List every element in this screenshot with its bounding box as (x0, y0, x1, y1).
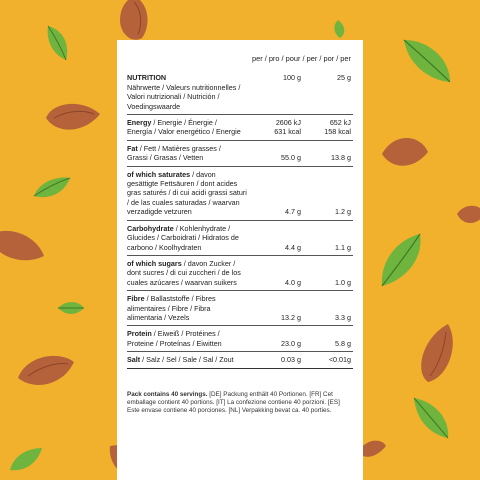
nutrient-row-saturates (127, 167, 353, 221)
nutrition-header-row (127, 73, 353, 115)
leaf-icon (32, 174, 72, 200)
nutrition-header-label (127, 73, 251, 111)
value-portion: 1.1 g (335, 242, 351, 252)
nutrient-label: of which sugars / davon Zucker / dont sucres / di cui zuccheri / de los cuales azúcares / waarvan suikers (127, 258, 241, 287)
value-portion: 5.8 g (335, 338, 351, 348)
leaf-icon (8, 446, 44, 472)
servings-note-bold: Pack contains 40 servings. (127, 390, 208, 398)
almond-icon (112, 0, 156, 42)
nutrient-label: of which saturates / davon gesättigte Fettsäuren / dont acides gras saturés / di cui acidi grassi saturi / de las cuales saturadas / waarvan verzadigde vetzuren (127, 169, 247, 217)
nutrient-row-protein (127, 326, 353, 352)
nutrient-label: Fibre / Ballaststoffe / Fibres alimentaires / Fibre / Fibra alimentaria / Vezels (127, 294, 216, 322)
servings-note-text: [DE] Packung enthält 40 Portionen. [FR] Cet emballage contient 40 portions. [IT] La confezione contiene 40 porzioni. [ES] Este envase contiene 40 porciones. [NL] Verpakking bevat ca. 40 porties. (127, 390, 340, 415)
servings-note (127, 391, 353, 416)
nutrition-title: NUTRITION (127, 73, 167, 83)
leaf-icon (44, 24, 72, 62)
nutrition-label-card (117, 40, 363, 480)
per-text: per / pro / pour / per / por / per (251, 54, 351, 63)
nutrient-label: Protein / Eiweiß / Protéines / Proteine / Proteínas / Eiwitten (127, 329, 222, 348)
value-100g: 13.2 g (281, 312, 301, 322)
nutrition-subtitle: Nährwerte / Valeurs nutritionnelles / Valori nutrizionali / Nutrición / Voedingswaarde (127, 82, 241, 111)
value-100g: 4.0 g (285, 277, 301, 287)
leaf-icon (412, 396, 452, 440)
nutrient-row-carbohydrate (127, 221, 353, 256)
value-portion: 3.3 g (335, 312, 351, 322)
per-header (127, 54, 353, 63)
leaf-icon (376, 232, 424, 288)
value-portion: 1.0 g (335, 277, 351, 287)
nutrient-row-salt (127, 352, 353, 368)
almond-icon (380, 130, 430, 172)
value-100g: 0.03 g (281, 355, 301, 365)
almond-icon (0, 222, 46, 268)
nutrient-label: Fat / Fett / Matières grasses / Grassi / Grasas / Vetten (127, 143, 221, 163)
nutrient-row-fibre (127, 291, 353, 326)
nutrient-row-energy (127, 115, 353, 141)
value-100g: 4.7 g (285, 207, 301, 217)
value-100g: 4.4 g (285, 242, 301, 252)
leaf-icon (330, 18, 348, 40)
value-portion: 652 kJ 158 kcal (324, 118, 351, 137)
column-portion: 25 g (337, 73, 351, 83)
nutrient-label: Energy / Energie / Énergie / Energía / Valor energético / Energie (127, 118, 241, 137)
nutrient-label: Salt / Salz / Sel / Sale / Sal / Zout (127, 355, 234, 365)
almond-icon (42, 96, 104, 138)
almond-icon (408, 322, 458, 384)
value-portion: 1.2 g (335, 207, 351, 217)
value-portion: 13.8 g (331, 153, 351, 163)
almond-icon (455, 200, 480, 230)
nutrient-row-sugars (127, 256, 353, 291)
nutrient-row-fat (127, 141, 353, 167)
leaf-icon (400, 36, 454, 86)
value-100g: 55.0 g (281, 153, 301, 163)
column-100g: 100 g (283, 73, 301, 83)
value-100g: 23.0 g (281, 338, 301, 348)
value-portion: <0.01g (328, 355, 351, 365)
nutrient-label: Carbohydrate / Kohlenhydrate / Glucides / Carboidrati / Hidratos de carbono / Koolhydraten (127, 223, 239, 252)
leaf-icon (56, 298, 86, 318)
value-100g: 2606 kJ 631 kcal (274, 118, 301, 137)
almond-icon (14, 348, 76, 392)
